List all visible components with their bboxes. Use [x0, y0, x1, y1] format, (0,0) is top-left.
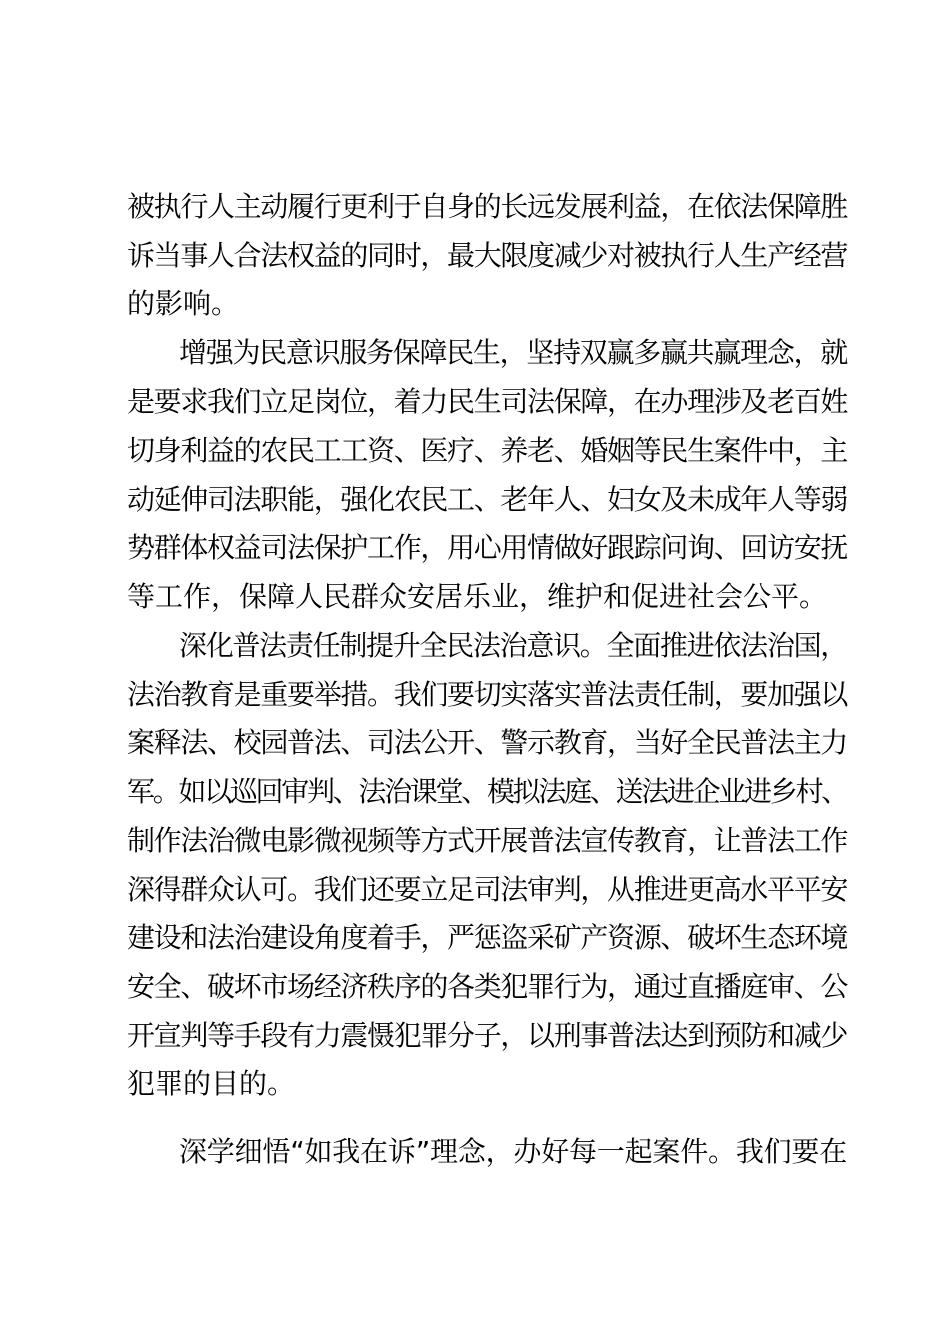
text-line: 是要求我们立足岗位，着力民生司法保障，在办理涉及老百姓: [127, 385, 848, 418]
text-line: 的影响。: [127, 287, 240, 320]
text-line: 制作法治微电影微视频等方式开展普法宣传教育，让普法工作: [127, 824, 848, 857]
text-line: 切身利益的农民工工资、医疗、养老、婚姻等民生案件中，主: [127, 434, 848, 467]
text-line: 深化普法责任制提升全民法治意识。全面推进依法治国，: [179, 629, 848, 662]
text-line: 增强为民意识服务保障民生，坚持双赢多赢共赢理念，就: [179, 336, 848, 369]
text-line: 深学细悟“如我在诉”理念，办好每一起案件。我们要在: [179, 1135, 848, 1168]
text-line: 被执行人主动履行更利于自身的长远发展利益，在依法保障胜: [127, 190, 848, 223]
text-line: 开宣判等手段有力震慑犯罪分子，以刑事普法达到预防和减少: [127, 1019, 848, 1052]
text-line: 动延伸司法职能，强化农民工、老年人、妇女及未成年人等弱: [127, 483, 848, 516]
text-line: 深得群众认可。我们还要立足司法审判，从推进更高水平平安: [127, 873, 848, 906]
text-line: 犯罪的目的。: [127, 1067, 296, 1100]
text-line: 安全、破坏市场经济秩序的各类犯罪行为，通过直播庭审、公: [127, 970, 848, 1003]
text-line: 等工作，保障人民群众安居乐业，维护和促进社会公平。: [127, 580, 828, 613]
text-line: 势群体权益司法保护工作，用心用情做好跟踪问询、回访安抚: [127, 531, 848, 564]
text-line: 诉当事人合法权益的同时，最大限度减少对被执行人生产经营: [127, 239, 848, 272]
text-line: 军。如以巡回审判、法治课堂、模拟法庭、送法进企业进乡村、: [127, 775, 847, 808]
text-line: 法治教育是重要举措。我们要切实落实普法责任制，要加强以: [127, 678, 848, 711]
text-line: 建设和法治建设角度着手，严惩盗采矿产资源、破坏生态环境: [127, 921, 848, 954]
text-line: 案释法、校园普法、司法公开、警示教育，当好全民普法主力: [127, 726, 848, 759]
